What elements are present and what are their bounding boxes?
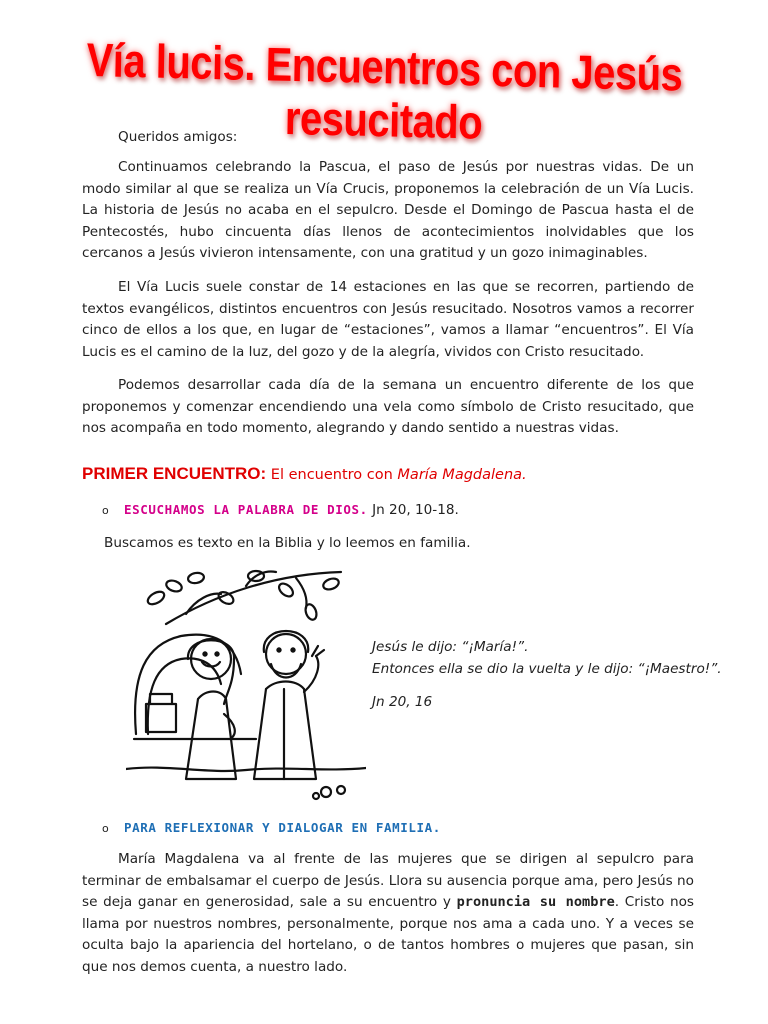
listen-reference: Jn 20, 10-18. (367, 502, 459, 518)
listen-heading: ESCUCHAMOS LA PALABRA DE DIOS. (124, 502, 368, 517)
bullet-reflect (102, 820, 441, 836)
paragraph-candle: Podemos desarrollar cada día de la semana un encuentro diferente de los que proponemos y comenzar encendiendo una vela como símbolo de Cristo resucitado, que nos acompaña en todo momento, alegrando y dando sentido a nuestras vidas. (82, 377, 694, 436)
instruction-text: Buscamos es texto en la Biblia y lo leemos en familia. (104, 535, 471, 551)
reflection-text-end: . Cristo nos llama por nuestros nombres, personalmente, porque nos ama a cada uno. Y a veces se oculta bajo la apariencia del hortelano, o de tantos hombres o mujeres que pasan, sin que nos demos cuenta, a nuestro lado. (82, 894, 695, 975)
reflection-text-start: María Magdalena va al frente de las mujeres que se dirigen al sepulcro para terminar de embalsamar el cuerpo de Jesús. Llora su ausencia porque ama, pero Jesús no se deja ganar en generosidad, sale a su encuentro y (82, 851, 694, 910)
bullet-mark: o (102, 822, 109, 835)
bullet-listen (102, 502, 459, 518)
quote-line-1: Jesús le dijo: “¡María!”. (372, 639, 529, 655)
greeting: Queridos amigos: (118, 129, 238, 145)
scripture-quote (372, 636, 722, 680)
quote-line-2: Entonces ella se dio la vuelta y le dijo: “¡Maestro!”. (372, 661, 722, 677)
page-title: Vía lucis. Encuentros con Jesús resucitado (86, 34, 683, 150)
quote-citation: Jn 20, 16 (372, 694, 433, 710)
paragraph-reflection (82, 849, 694, 978)
section-lead: PRIMER ENCUENTRO: (82, 464, 267, 483)
reflect-heading: PARA REFLEXIONAR Y DIALOGAR EN FAMILIA. (124, 820, 441, 835)
section-heading (82, 464, 527, 484)
section-rest: El encuentro con (266, 467, 398, 483)
section-name: María Magdalena. (397, 467, 527, 483)
paragraph-via-lucis: El Vía Lucis suele constar de 14 estaciones en las que se recorren, partiendo de textos evangélicos, distintos encuentros con Jesús resucitado. Nosotros vamos a recorrer cinco de ellos a los que, en lugar de “estaciones”, vamos a llamar “encuentros”. El Vía Lucis es el camino de la luz, del gozo y de la alegría, vividos con Cristo resucitado. (82, 279, 694, 360)
illustration-mary-and-jesus (126, 564, 366, 804)
reflection-emphasis: pronuncia su nombre (456, 894, 615, 910)
bullet-mark: o (102, 504, 109, 517)
paragraph-intro: Continuamos celebrando la Pascua, el paso de Jesús por nuestras vidas. De un modo similar al que se realiza un Vía Crucis, proponemos la celebración de un Vía Lucis. La historia de Jesús no acaba en el sepulcro. Desde el Domingo de Pascua hasta el de Pentecostés, hubo cincuenta días llenos de acontecimientos inolvidables que los cercanos a Jesús vivieron intensamente, con una gratitud y un gozo inimaginables. (82, 159, 694, 261)
